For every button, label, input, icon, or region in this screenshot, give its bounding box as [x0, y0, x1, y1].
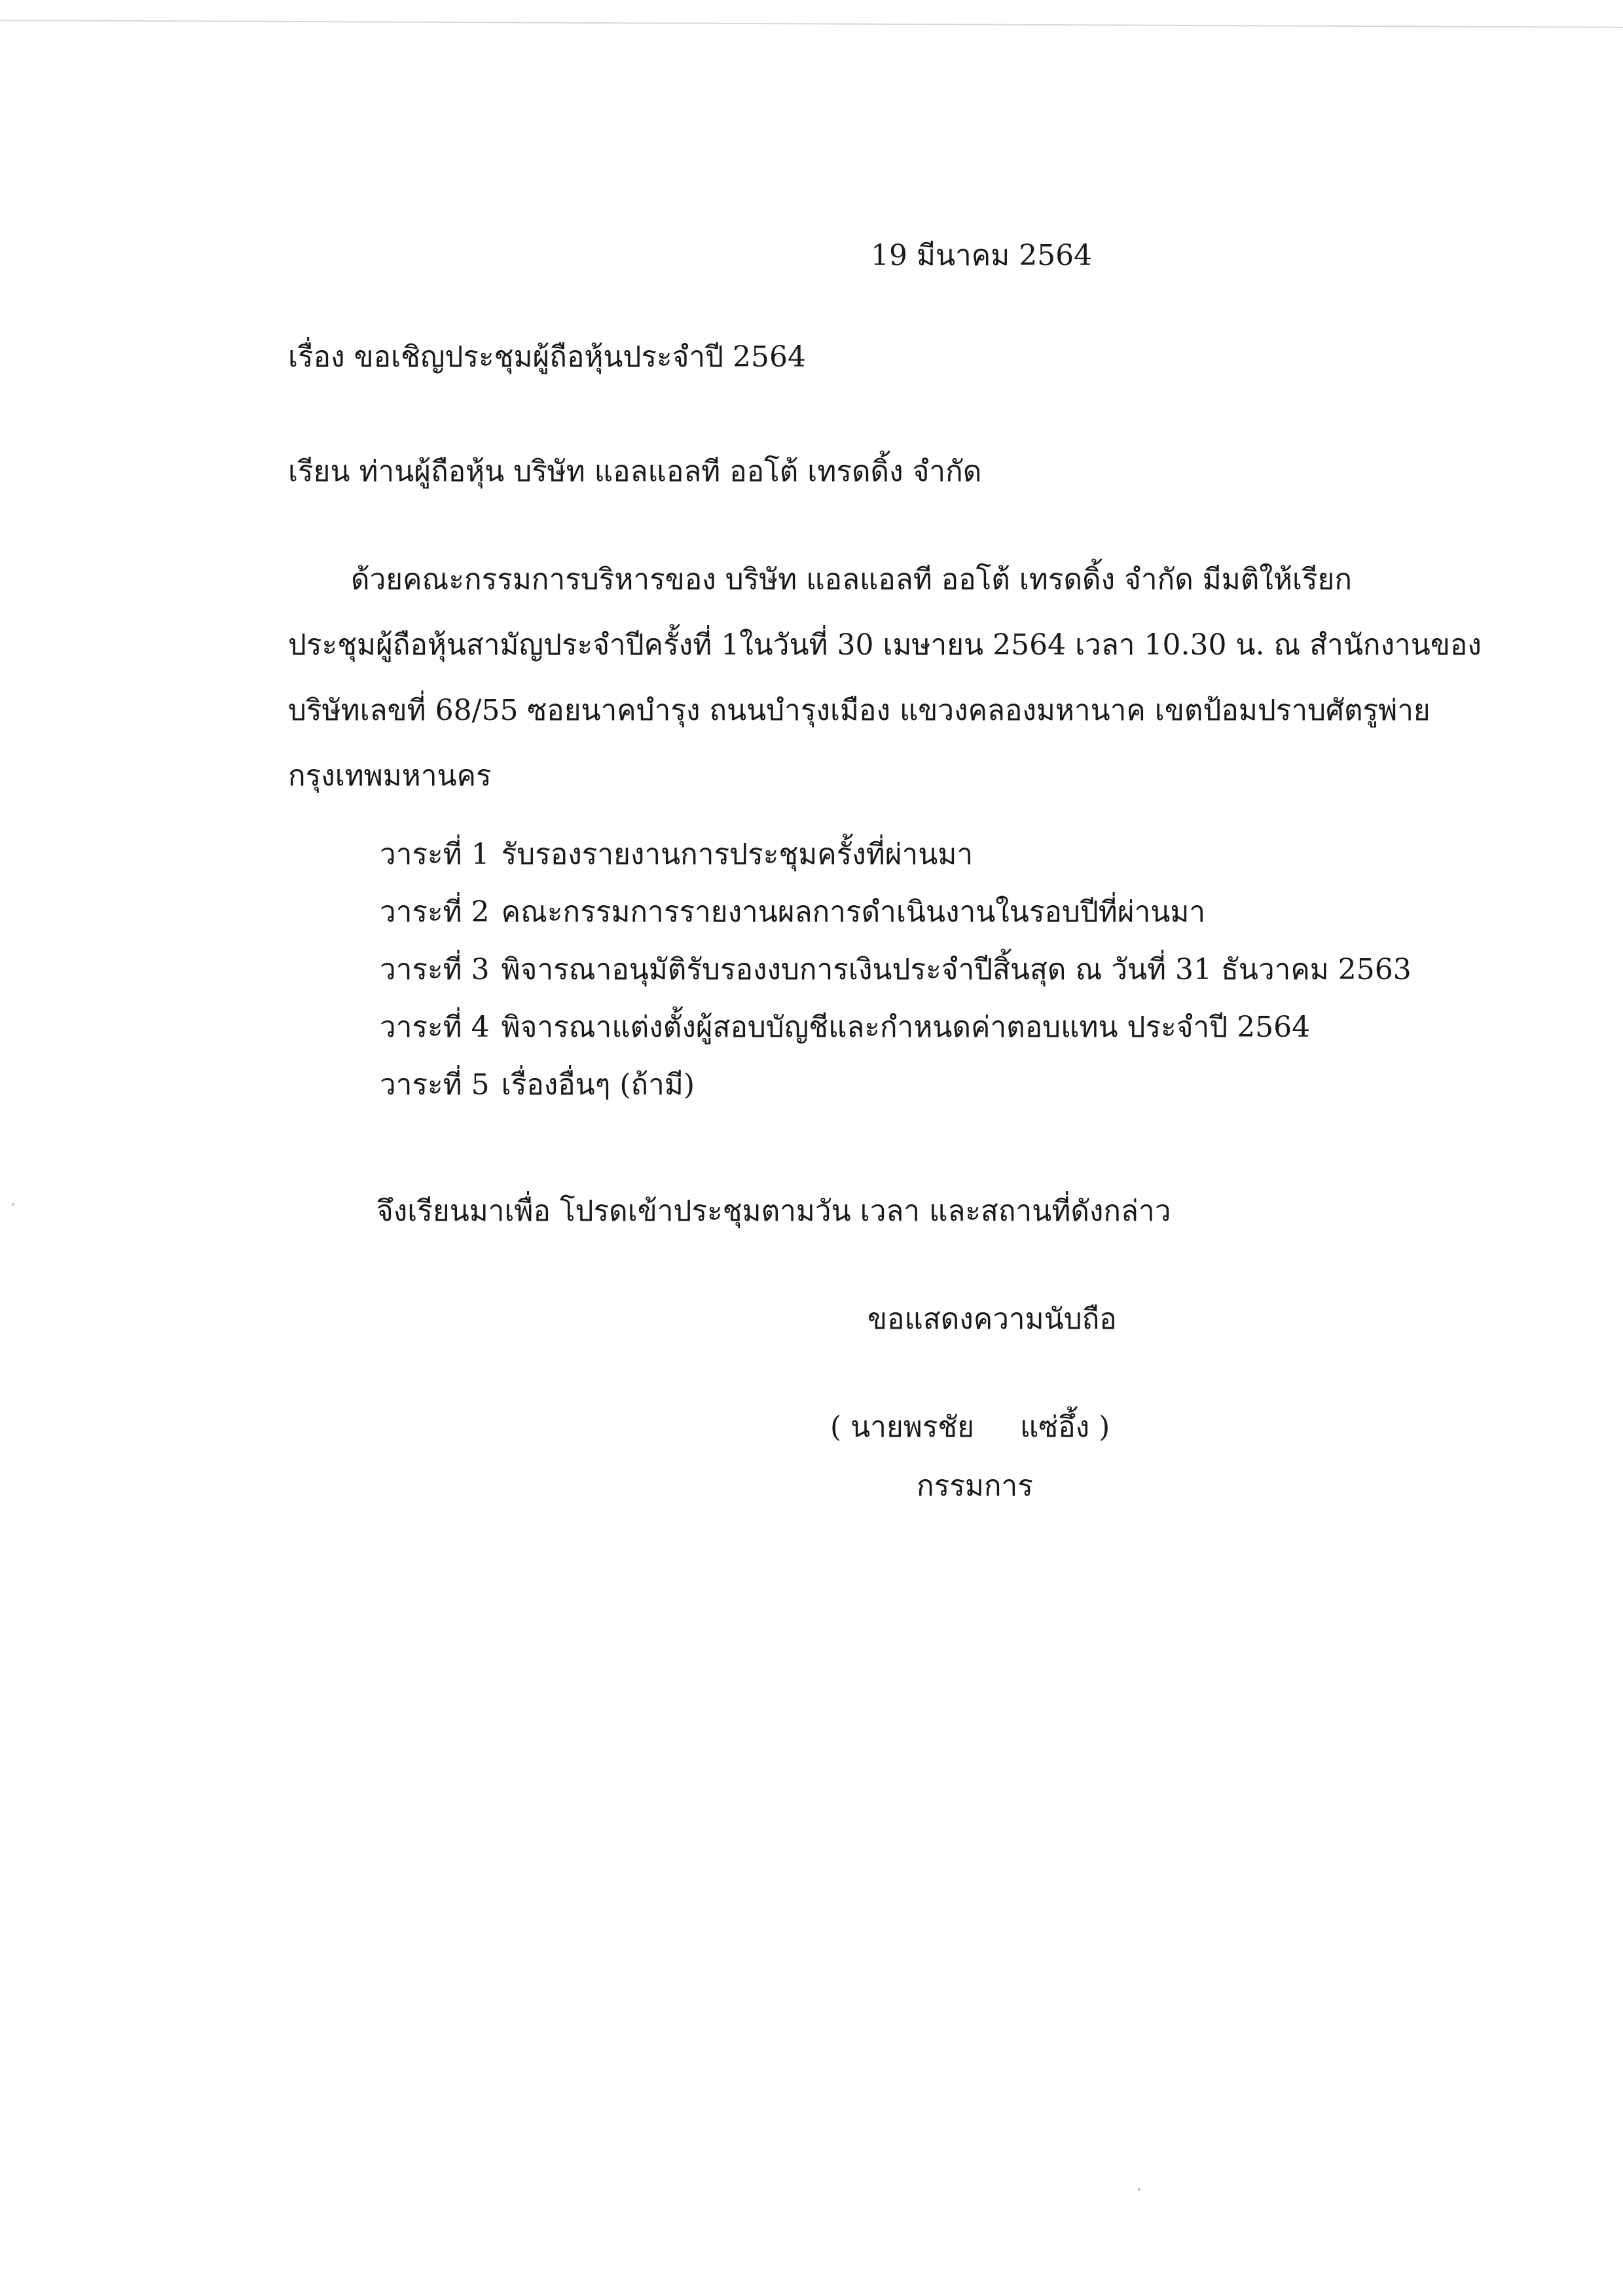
- agenda-list: [380, 838, 1412, 1126]
- agenda-label: วาระที่ 3: [380, 953, 490, 986]
- body-line: บริษัทเลขที่ 68/55 ซอยนาคบำรุง ถนนบำรุงเมือง แขวงคลองมหานาค เขตป้อมปราบศัตรูพ่าย: [288, 694, 1431, 727]
- body-line: ประชุมผู้ถือหุ้นสามัญประจำปีครั้งที่ 1ในวันที่ 30 เมษายน 2564 เวลา 10.30 น. ณ สำนักงานของ: [288, 628, 1482, 662]
- agenda-text: พิจารณาอนุมัติรับรองงบการเงินประจำปีสิ้นสุด ณ วันที่ 31 ธันวาคม 2563: [501, 953, 1412, 986]
- scan-speck: [1138, 2188, 1140, 2191]
- agenda-text: คณะกรรมการรายงานผลการดำเนินงานในรอบปีที่ผ่านมา: [501, 895, 1206, 929]
- agenda-item: [380, 838, 1412, 895]
- letter-salutation: เรียน ท่านผู้ถือหุ้น บริษัท แอลแอลที ออโต้ เทรดดิ้ง จำกัด: [288, 455, 982, 488]
- paren-open: (: [830, 1410, 842, 1444]
- agenda-text: เรื่องอื่นๆ (ถ้ามี): [501, 1068, 695, 1102]
- scan-speck: [12, 1203, 14, 1206]
- signatory-position: กรรมการ: [917, 1469, 1033, 1503]
- letter-subject: เรื่อง ขอเชิญประชุมผู้ถือหุ้นประจำปี 2564: [288, 340, 807, 374]
- agenda-label: วาระที่ 1: [380, 838, 490, 871]
- letter-date: 19 มีนาคม 2564: [871, 239, 1093, 272]
- agenda-label: วาระที่ 2: [380, 895, 490, 929]
- signatory-first-name: นายพรชัย: [850, 1410, 975, 1444]
- paren-close: ): [1099, 1410, 1110, 1444]
- agenda-item: [380, 953, 1412, 1011]
- agenda-text: พิจารณาแต่งตั้งผู้สอบบัญชีและกำหนดค่าตอบแทน ประจำปี 2564: [501, 1011, 1311, 1044]
- letter-closing: จึงเรียนมาเพื่อ โปรดเข้าประชุมตามวัน เวลา และสถานที่ดังกล่าว: [376, 1194, 1171, 1228]
- agenda-text: รับรองรายงานการประชุมครั้งที่ผ่านมา: [501, 838, 974, 871]
- signatory-name: [830, 1410, 1110, 1445]
- agenda-label: วาระที่ 4: [380, 1011, 490, 1044]
- signatory-last-name: แซ่อึ้ง: [1020, 1410, 1090, 1444]
- agenda-item: [380, 1068, 1412, 1126]
- agenda-item: [380, 1011, 1412, 1068]
- letter-regards: ขอแสดงความนับถือ: [867, 1302, 1117, 1336]
- letter-body: [288, 563, 1482, 825]
- body-line: ด้วยคณะกรรมการบริหารของ บริษัท แอลแอลที ออโต้ เทรดดิ้ง จำกัด มีมติให้เรียก: [351, 563, 1352, 596]
- agenda-item: [380, 895, 1412, 953]
- agenda-label: วาระที่ 5: [380, 1068, 490, 1102]
- body-line: กรุงเทพมหานคร: [288, 759, 492, 793]
